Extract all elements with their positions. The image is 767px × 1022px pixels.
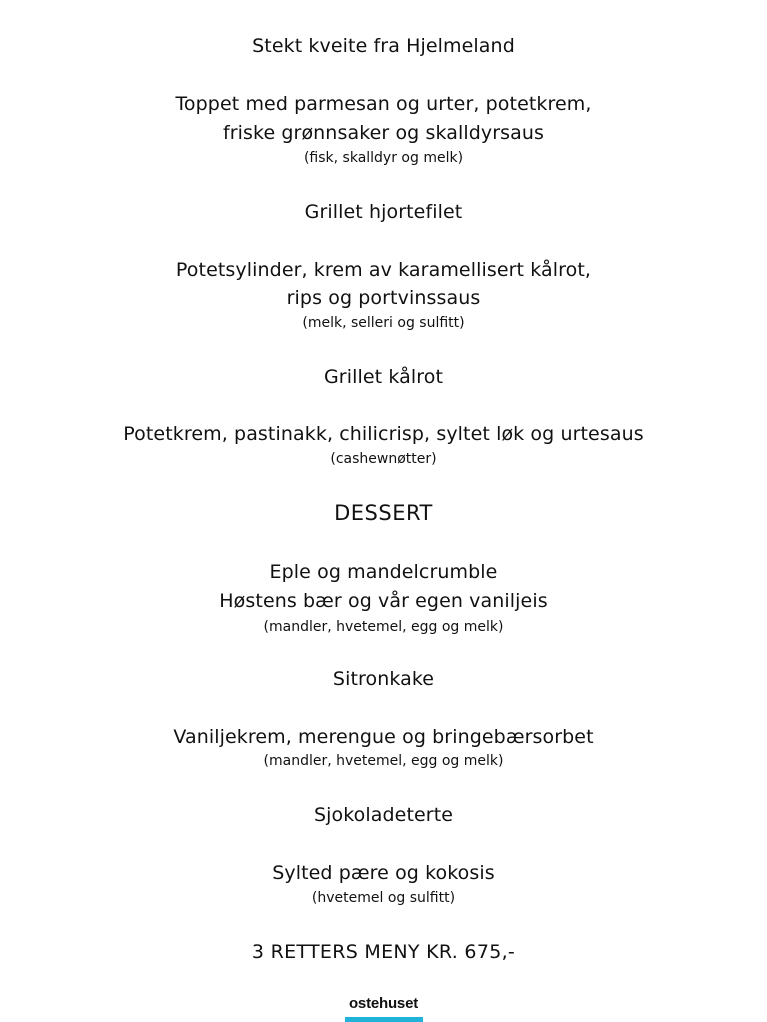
ostehuset-logo: [0, 993, 767, 1012]
allergen-note-hjortefilet: (melk, selleri og sulfitt): [302, 315, 465, 331]
allergen-note-sitronkake: (mandler, hvetemel, egg og melk): [263, 753, 504, 769]
dish-description-kalrot: Potetkrem, pastinakk, chilicrisp, syltet løk og urtesaus: [123, 423, 644, 445]
allergen-note-crumble: (mandler, hvetemel, egg og melk): [263, 619, 504, 635]
dish-title-hjortefilet: Grillet hjortefilet: [304, 201, 463, 223]
menu-price: 3 RETTERS MENY KR. 675,-: [251, 941, 516, 963]
dish-title-kalrot: Grillet kålrot: [323, 366, 443, 388]
dish-description-kveite-line-1: Toppet med parmesan og urter, potetkrem,: [175, 93, 592, 115]
dish-description-hjortefilet-line-1: Potetsylinder, krem av karamellisert kålrot,: [175, 259, 592, 281]
allergen-note-sjokoladeterte: (hvetemel og sulfitt): [311, 890, 456, 906]
dessert-title-sjokoladeterte: Sjokoladeterte: [313, 804, 454, 826]
section-heading-dessert: DESSERT: [334, 501, 433, 525]
dessert-title-crumble: Eple og mandelcrumble: [269, 561, 498, 583]
dessert-description-sjokoladeterte: Sylted pære og kokosis: [272, 862, 495, 884]
allergen-note-kalrot: (cashewnøtter): [330, 451, 437, 467]
dish-description-hjortefilet-line-2: rips og portvinssaus: [286, 287, 481, 309]
dessert-description-sitronkake: Vaniljekrem, merengue og bringebærsorbet: [173, 726, 594, 748]
dessert-description-crumble: Høstens bær og vår egen vaniljeis: [219, 590, 548, 612]
dish-title-kveite: Stekt kveite fra Hjelmeland: [252, 35, 515, 57]
allergen-note-kveite: (fisk, skalldyr og melk): [303, 150, 464, 166]
dish-description-kveite-line-2: friske grønnsaker og skalldyrsaus: [222, 122, 545, 144]
logo-underline-bar: [345, 1017, 423, 1022]
dessert-title-sitronkake: Sitronkake: [332, 668, 435, 690]
logo-text: ostehuset: [348, 995, 419, 1012]
